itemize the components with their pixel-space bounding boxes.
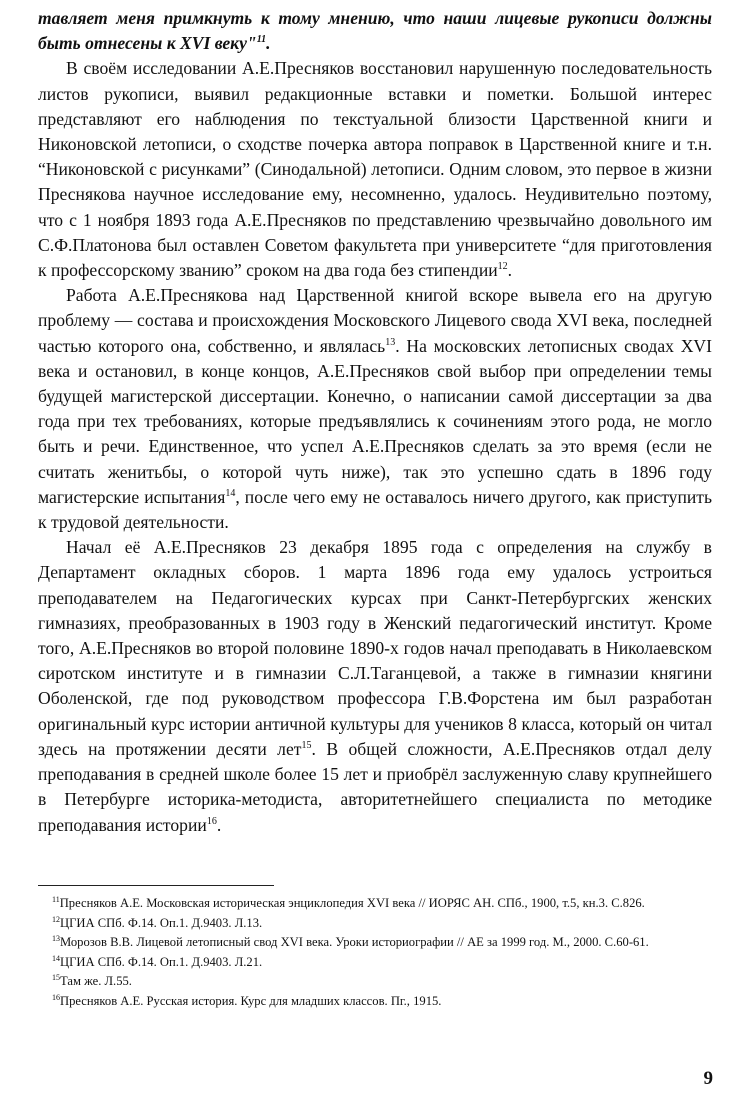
paragraph-text: , после чего ему не оставалось ничего другого, как приступить к трудовой деятельности.	[38, 486, 712, 533]
paragraph-text: . На московских летописных сводах XVI века и остановил, в конце концов, А.Е.Пресняков свой выбор при определении темы будущей магистерской диссертации. Конечно, о написании самой диссертации за два года при тех требованиях, которые предъявлялись к сочинениям этого рода, не могло быть и речи. Единственное, что успел А.Е.Пресняков сделать за это время (если не считать женитьбы, о которой чуть ниже), так это успешно сдать в 1896 году магистерские испытания	[38, 335, 712, 507]
footnote-ref: 12	[497, 261, 508, 273]
footnote	[38, 933, 712, 953]
footnote-ref: 13	[385, 336, 396, 348]
paragraph-text: В своём исследовании А.Е.Пресняков восстановил нарушенную последовательность листов рукописи, выявил редакционные вставки и пометки. Большой интерес представляют его наблюдения по текстуальной близости Царственной книги и Никоновской летописи, о сходстве почерка автора поправок в Царственной книге и т.н. “Никоновской с рисунками” (Синодальной) летописи. Одним словом, это первое в жизни Преснякова научное исследование ему, несомненно, удалось. Неудивительно поэтому, что с 1 ноября 1893 года А.Е.Пресняков по представлению чрезвычайно довольного им С.Ф.Платонова был оставлен Советом факультета при университете “для приготовления к профессорскому званию” сроком на два года без стипендии	[38, 58, 712, 281]
paragraph-text: тавляет меня примкнуть к тому мнению, что наши лицевые рукописи должны быть отнесены к XVI веку"	[38, 8, 712, 54]
footnote-ref: 15	[301, 739, 312, 751]
footnote	[38, 992, 712, 1012]
paragraph-continued	[38, 6, 712, 56]
footnote-text: ЦГИА СПб. Ф.14. Оп.1. Д.9403. Л.21.	[60, 954, 263, 969]
paragraph	[38, 56, 712, 283]
footnote-number: 14	[52, 953, 60, 963]
page-number: 9	[703, 1068, 713, 1089]
footnotes	[38, 894, 712, 1012]
footnote	[38, 953, 712, 973]
paragraph-text: .	[507, 260, 513, 281]
paragraph	[38, 535, 712, 837]
paragraph-text: .	[216, 814, 222, 835]
footnote-divider	[38, 885, 274, 886]
footnote-number: 11	[52, 895, 60, 904]
main-text	[38, 6, 712, 838]
footnote-number: 12	[52, 914, 60, 924]
footnote-ref: 16	[206, 815, 217, 827]
footnote-text: ЦГИА СПб. Ф.14. Оп.1. Д.9403. Л.13.	[60, 915, 263, 930]
footnote	[38, 894, 712, 914]
footnote-text: Пресняков А.Е. Русская история. Курс для младших классов. Пг., 1915.	[60, 993, 442, 1008]
footnote-number: 13	[52, 934, 60, 944]
footnote-text: Морозов В.В. Лицевой летописный свод XVI века. Уроки историографии // АЕ за 1999 год. М., 2000. С.60-61.	[60, 935, 649, 950]
paragraph-text: Начал её А.Е.Пресняков 23 декабря 1895 года с определения на службу в Департамент окладных сборов. 1 марта 1896 года ему удалось устроиться преподавателем на Педагогических курсах при Санкт-Петербургских женских гимназиях, преобразованных в 1903 году в Женский педагогический институт. Кроме того, А.Е.Пресняков во второй половине 1890-х годов начал преподавать в Николаевском сиротском институте и в гимназии С.Л.Таганцевой, а также в гимназии княгини Оболенской, где под руководством профессора Г.В.Форстена им был разработан оригинальный курс истории античной культуры для учеников 8 класса, который он читал здесь на протяжении десяти лет	[38, 537, 712, 759]
paragraph-text: . В общей сложности, А.Е.Пресняков отдал делу преподавания в средней школе более 15 лет и приобрёл заслуженную славу крупнейшего в Петербурге историка-методиста, авторитетнейшего специалиста по методике преподавания истории	[38, 738, 712, 835]
paragraph-text: .	[266, 33, 271, 54]
footnote	[38, 972, 712, 992]
footnote	[38, 914, 712, 934]
footnote-number: 15	[52, 973, 60, 983]
footnote-ref: 14	[225, 487, 236, 499]
paragraph	[38, 283, 712, 535]
footnote-ref: 11	[256, 34, 267, 46]
footnote-text: Там же. Л.55.	[60, 974, 132, 989]
footnote-number: 16	[52, 992, 60, 1002]
footnote-text: Пресняков А.Е. Московская историческая энциклопедия XVI века // ИОРЯС АН. СПб., 1900, т.5, кн.3. С.826.	[59, 896, 645, 910]
paragraph-text: Работа А.Е.Преснякова над Царственной книгой вскоре вывела его на другую проблему — состава и происхождения Московского Лицевого свода XVI века, последней частью которого она, собственно, и являлась	[38, 285, 712, 356]
